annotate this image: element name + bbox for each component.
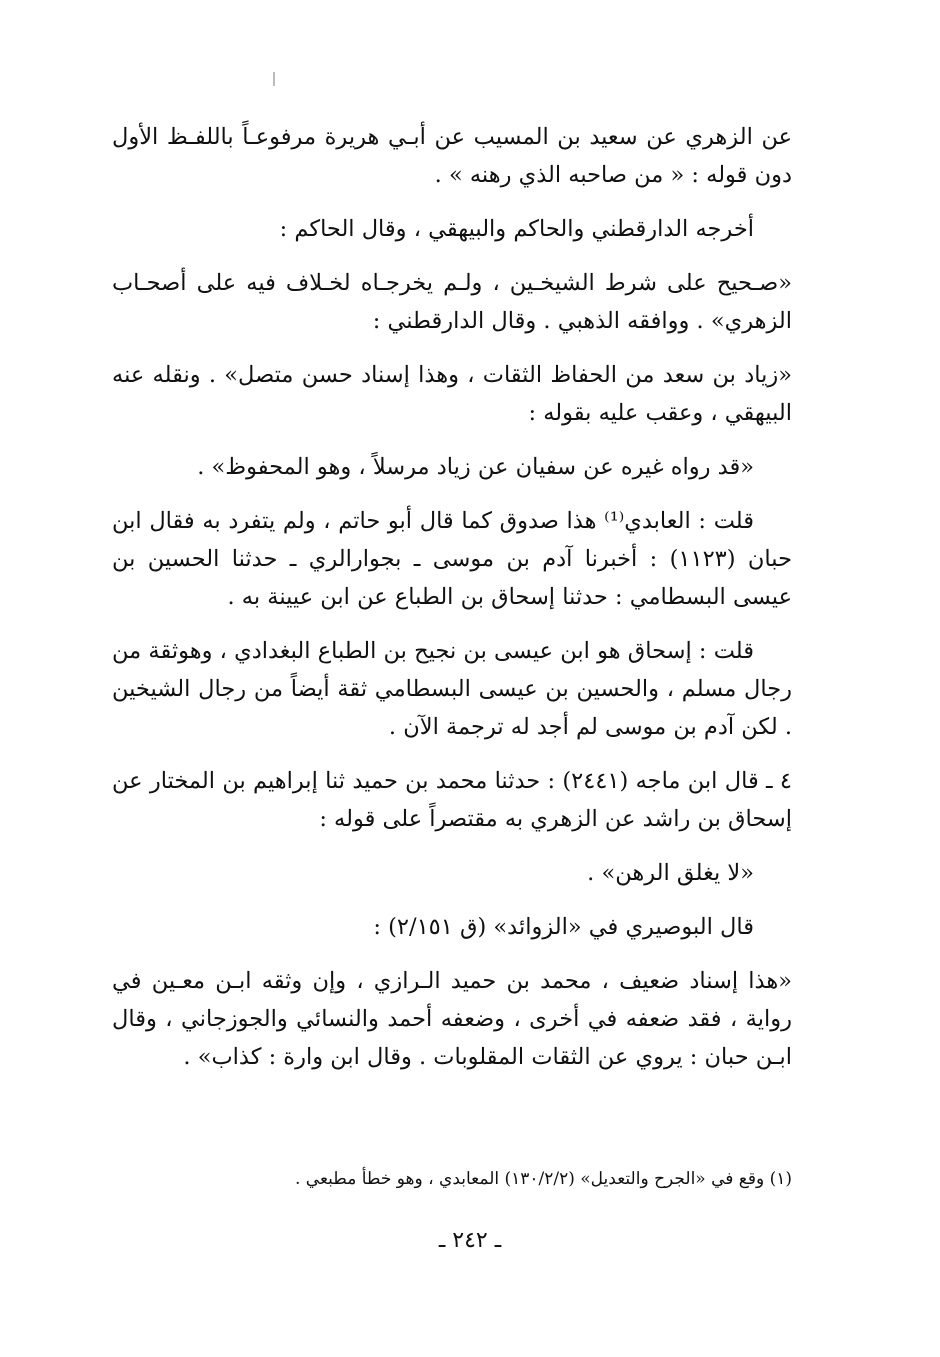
footnote: (١) وقع في «الجرح والتعديل» (١٣٠/٢/٢) المعابدي ، وهو خطأ مطبعي . — [294, 1169, 792, 1189]
paragraph-1: عن الزهري عن سعيد بن المسيب عن أبـي هريرة مرفوعـاً باللفـظ الأول دون قوله : « من صاحبه الذي رهنه » . — [112, 124, 792, 188]
footnote-separator — [560, 1145, 792, 1146]
margin-mark — [273, 72, 275, 86]
paragraph-7: قلت : إسحاق هو ابن عيسى بن نجيح بن الطباع البغدادي ، وهوثقة من رجال مسلم ، والحسين بن عيسى البسطامي ثقة أيضاً من رجال الشيخين . لكن آدم بن موسى لم أجد له ترجمة الآن . — [112, 638, 792, 740]
page-body — [112, 118, 792, 1092]
paragraph-10: قال البوصيري في «الزوائد» (ق ٢/١٥١) : — [373, 914, 754, 940]
paragraph-11: «هذا إسناد ضعيف ، محمد بن حميد الـرازي ، وإن وثقه ابـن معـين في رواية ، فقد ضعفه في أخرى ، وضعفه أحمد والنسائي والجوزجاني ، وقال ابـن حبان : يروي عن الثقات المقلوبات . وقال ابن وارة : كذاب» . — [112, 968, 792, 1070]
paragraph-4: «زياد بن سعد من الحفاظ الثقات ، وهذا إسناد حسن متصل» . ونقله عنه البيهقي ، وعقب عليه بقوله : — [112, 362, 792, 426]
paragraph-8: ٤ ـ قال ابن ماجه (٢٤٤١) : حدثنا محمد بن حميد ثنا إبراهيم بن المختار عن إسحاق بن راشد عن الزهري به مقتصراً على قوله : — [112, 768, 792, 832]
paragraph-3: «صـحيح على شرط الشيخـين ، ولـم يخرجـاه لخـلاف فيه على أصحـاب الزهري» . ووافقه الذهبي . وقال الدارقطني : — [112, 270, 792, 334]
paragraph-2: أخرجه الدارقطني والحاكم والبيهقي ، وقال الحاكم : — [279, 216, 754, 242]
paragraph-5: «قد رواه غيره عن سفيان عن زياد مرسلاً ، وهو المحفوظ» . — [197, 454, 754, 480]
paragraph-9: «لا يغلق الرهن» . — [587, 860, 754, 886]
paragraph-6: قلت : العابدي⁽¹⁾ هذا صدوق كما قال أبو حاتم ، ولم يتفرد به فقال ابن حبان (١١٢٣) : أخبرنا آدم بن موسى ـ بجوارالري ـ حدثنا الحسين بن عيسى البسطامي : حدثنا إسحاق بن الطباع عن ابن عيينة به . — [112, 508, 792, 610]
page-number: ـ ٢٤٢ ـ — [438, 1228, 502, 1253]
